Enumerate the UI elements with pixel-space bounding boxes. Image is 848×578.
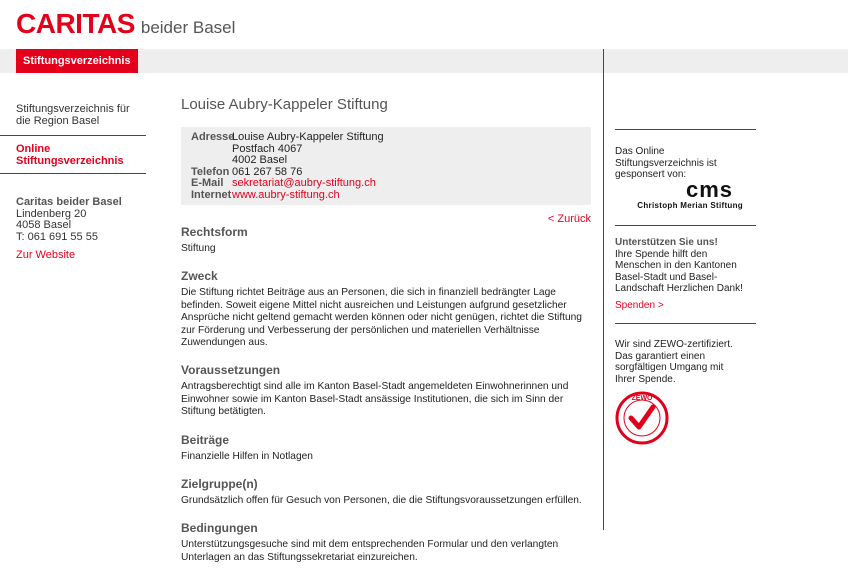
- right-divider: [615, 129, 756, 130]
- section-text: Stiftung: [181, 243, 216, 254]
- adresse-line-2: Postfach 4067: [232, 142, 303, 155]
- zewo-label: ZEWO: [631, 395, 653, 402]
- donate-link[interactable]: Spenden >: [615, 299, 664, 311]
- section-heading: Zielgruppe(n): [181, 477, 258, 492]
- contact-name: Caritas beider Basel: [16, 196, 122, 208]
- section-bedingungen: [181, 521, 591, 564]
- logo-sub-text: beider Basel: [140, 18, 236, 37]
- sidebar-divider: [0, 135, 146, 136]
- support-block: [615, 237, 756, 311]
- contact-city: 4058 Basel: [16, 219, 72, 231]
- support-text: Ihre Spende hilft den Menschen in den Kantonen Basel-Stadt und Basel-Landschaft Herzlichen Dank!: [615, 248, 743, 294]
- sidebar-item-online-stiftungsverzeichnis[interactable]: Online Stiftungsverzeichnis: [16, 143, 124, 167]
- support-heading: Unterstützen Sie uns!: [615, 237, 718, 248]
- address-box: [181, 127, 591, 205]
- right-divider: [615, 225, 756, 226]
- caritas-logo[interactable]: [16, 8, 235, 40]
- section-text: Grundsätzlich offen für Gesuch von Personen, die die Stiftungsvoraussetzungen erfüllen.: [181, 495, 582, 507]
- internet-label: Internet: [191, 188, 232, 201]
- section-heading: Beiträge: [181, 432, 230, 447]
- telefon-label: Telefon: [191, 165, 230, 178]
- telefon-value: 061 267 58 76: [232, 165, 303, 178]
- zewo-seal-icon[interactable]: [615, 391, 669, 450]
- contact-phone: T: 061 691 55 55: [16, 230, 98, 243]
- adresse-line-3: 4002 Basel: [232, 154, 288, 166]
- section-rechtsform: [181, 225, 591, 255]
- section-zielgruppe: [181, 477, 591, 507]
- back-link[interactable]: < Zurück: [547, 213, 591, 225]
- cms-logo[interactable]: [615, 177, 743, 210]
- zewo-text: Wir sind ZEWO-zertifiziert. Das garantiert einen sorgfältigen Umgang mit Ihrer Spende.: [615, 339, 733, 385]
- section-beitraege: [181, 433, 591, 463]
- column-divider: [603, 49, 604, 530]
- top-nav-bar: [0, 49, 848, 73]
- section-text: Antragsberechtigt sind alle im Kanton Basel-Stadt angemeldeten Einwohnerinnen und Einwohner sowie im Kanton Basel-Stadt ansässige Institutionen, die sich im Sinn der Stiftung betätigten.: [181, 381, 569, 418]
- page-title: Louise Aubry-Kappeler Stiftung: [181, 96, 388, 113]
- cms-logo-name: Christoph Merian Stiftung: [637, 201, 743, 210]
- cms-logo-mark: cms: [685, 177, 733, 202]
- section-text: Unterstützungsgesuche sind mit dem entsprechenden Formular und den verlangten Unterlagen an das Stiftungssekretariat einzureichen.: [181, 539, 559, 563]
- detail-sections: [181, 225, 591, 578]
- sidebar-item-stiftungsverzeichnis-region[interactable]: Stiftungsverzeichnis für die Region Basel: [16, 103, 130, 127]
- right-divider: [615, 323, 756, 324]
- internet-link[interactable]: www.aubry-stiftung.ch: [232, 188, 340, 201]
- section-heading: Zweck: [181, 269, 218, 284]
- section-heading: Voraussetzungen: [181, 363, 281, 378]
- contact-block: [16, 197, 122, 262]
- contact-street: Lindenberg 20: [16, 207, 87, 220]
- section-voraussetzungen: [181, 363, 591, 418]
- sidebar-divider: [0, 173, 146, 174]
- email-link[interactable]: sekretariat@aubry-stiftung.ch: [232, 177, 376, 189]
- sponsor-text: Das Online Stiftungsverzeichnis ist gesponsert von:: [615, 146, 717, 180]
- website-link[interactable]: Zur Website: [16, 249, 76, 261]
- section-text: Die Stiftung richtet Beiträge aus an Personen, die sich in finanziell bedrängter Lage befinden. Soweit eigene Mittel nicht ausreichen und Leistungen aufgrund gesetzlicher Ansprüche nicht geltend gemacht werden können oder nicht genügen, richtet die Stiftung zur Förderung und Verbesserung der persönlichen und materiellen Verhältnisse Zuwendungen aus.: [181, 287, 582, 349]
- email-label: E-Mail: [191, 177, 224, 189]
- section-text: Finanzielle Hilfen in Notlagen: [181, 450, 313, 462]
- section-zweck: [181, 269, 591, 349]
- logo-main-text: CARITAS: [16, 8, 135, 39]
- section-heading: Bedingungen: [181, 521, 258, 536]
- adresse-label: Adresse: [191, 131, 235, 143]
- section-heading: Rechtsform: [181, 225, 248, 239]
- tab-stiftungsverzeichnis[interactable]: Stiftungsverzeichnis: [16, 49, 138, 73]
- adresse-line-1: Louise Aubry-Kappeler Stiftung: [232, 131, 384, 143]
